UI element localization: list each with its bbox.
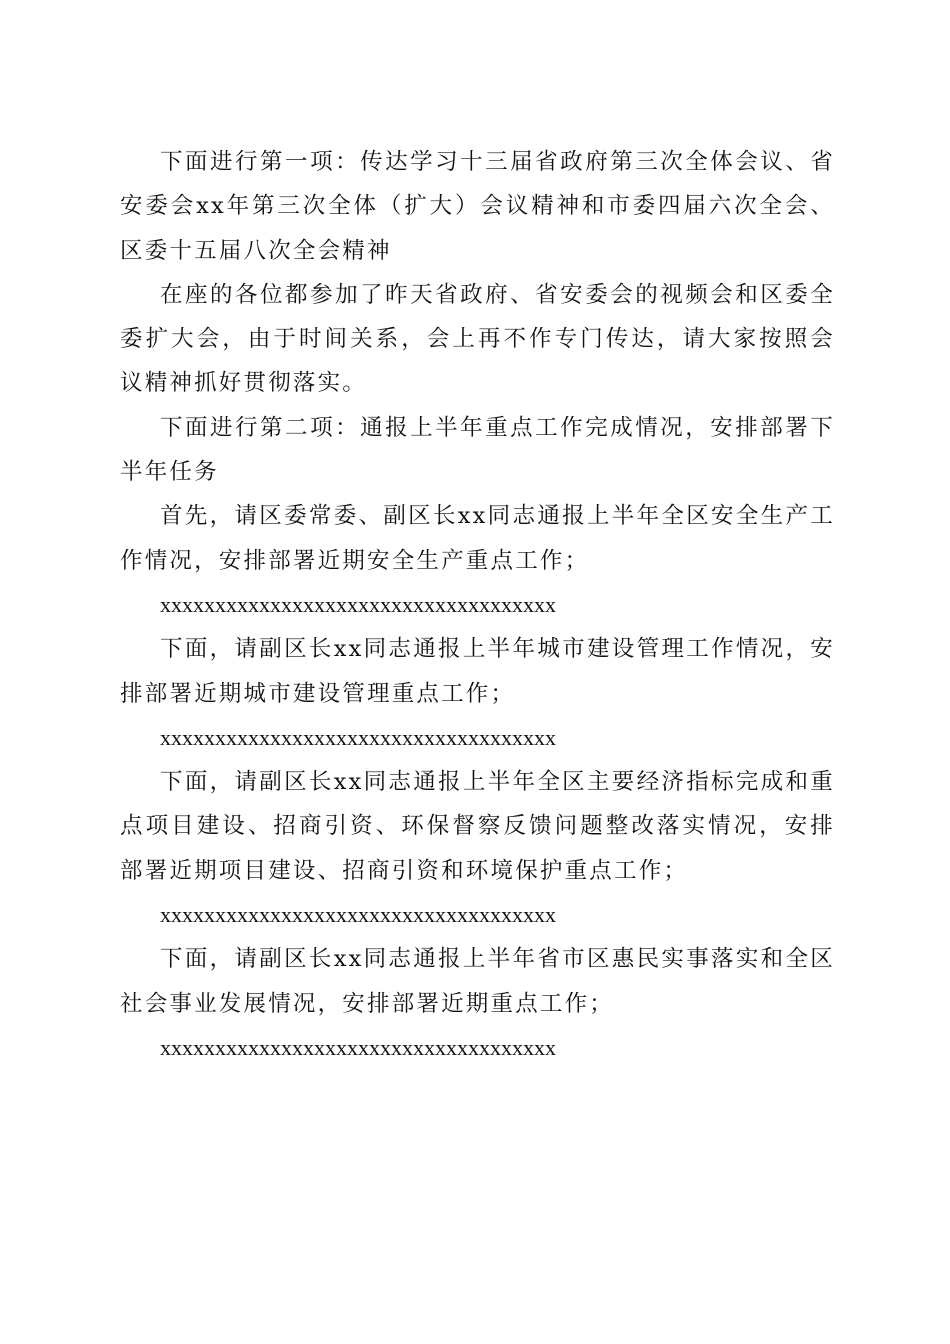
paragraph-urban-construction: 下面，请副区长xx同志通报上半年城市建设管理工作情况，安排部署近期城市建设管理重点工作； [120,636,835,707]
placeholder-line: xxxxxxxxxxxxxxxxxxxxxxxxxxxxxxxxxxxx [160,591,556,617]
placeholder-line: xxxxxxxxxxxxxxxxxxxxxxxxxxxxxxxxxxxx [160,1034,556,1060]
paragraph-item-1-heading: 下面进行第一项：传达学习十三届省政府第三次全体会议、省安委会xx年第三次全体（扩大）会议精神和市委四届六次全会、区委十五届八次全会精神 [120,149,835,264]
paragraph-economic-indicators: 下面，请副区长xx同志通报上半年全区主要经济指标完成和重点项目建设、招商引资、环保督察反馈问题整改落实情况，安排部署近期项目建设、招商引资和环境保护重点工作； [120,769,835,884]
placeholder-line: xxxxxxxxxxxxxxxxxxxxxxxxxxxxxxxxxxxx [160,902,556,928]
document-body [120,140,835,1070]
paragraph-safety-production: 首先，请区委常委、副区长xx同志通报上半年全区安全生产工作情况，安排部署近期安全生产重点工作； [120,503,835,574]
paragraph-public-welfare: 下面，请副区长xx同志通报上半年省市区惠民实事落实和全区社会事业发展情况，安排部署近期重点工作； [120,946,835,1017]
placeholder-line: xxxxxxxxxxxxxxxxxxxxxxxxxxxxxxxxxxxx [160,724,556,750]
paragraph-item-2-heading: 下面进行第二项：通报上半年重点工作完成情况，安排部署下半年任务 [120,414,835,486]
paragraph-meeting-spirit-note: 在座的各位都参加了昨天省政府、省安委会的视频会和区委全委扩大会，由于时间关系，会上再不作专门传达，请大家按照会议精神抓好贯彻落实。 [120,281,835,397]
